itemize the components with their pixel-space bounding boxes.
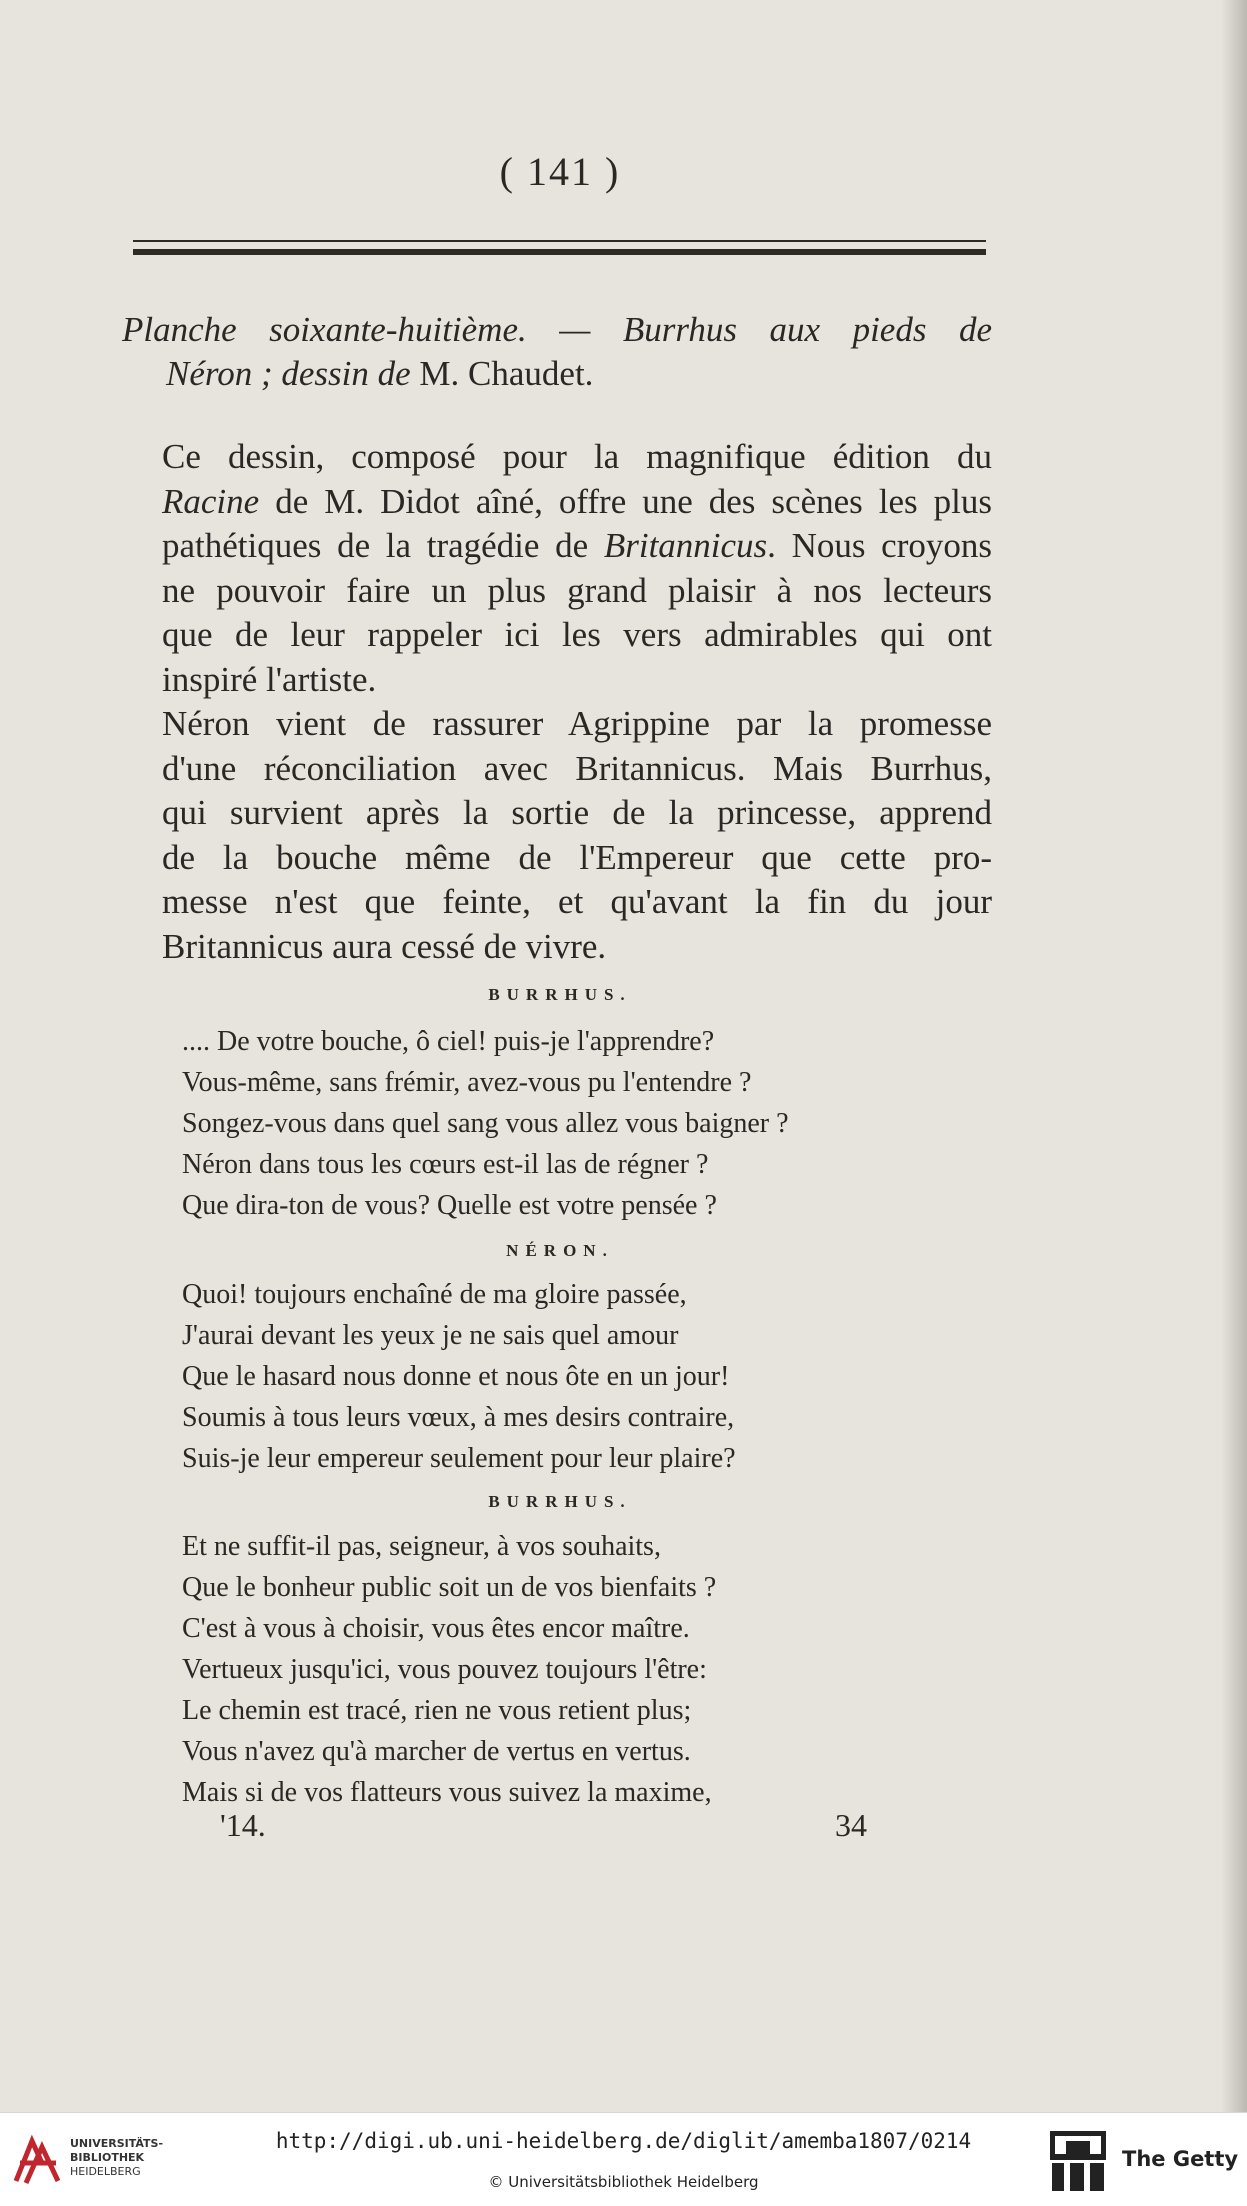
getty-name: The Getty xyxy=(1122,2147,1239,2171)
getty-logo-icon xyxy=(1050,2131,1106,2193)
paragraph-2-line: Britannicus aura cessé de vivre. xyxy=(162,926,607,966)
heading-artist: M. Chaudet. xyxy=(419,354,594,393)
library-name-line: UNIVERSITÄTS- xyxy=(70,2137,164,2150)
permalink-url[interactable]: http://digi.ub.uni-heidelberg.de/diglit/amemba1807/0214 xyxy=(275,2129,972,2153)
verse-line: J'aurai devant les yeux je ne sais quel amour xyxy=(182,1320,679,1351)
italic-britannicus: Britannicus xyxy=(603,526,768,565)
header-rule-thin xyxy=(133,240,986,242)
signature-mark: '14. xyxy=(220,1807,266,1843)
paragraph-1-line xyxy=(122,480,992,525)
verse-line: .... De votre bouche, ô ciel! puis-je l'apprendre? xyxy=(182,1026,715,1057)
copyright-notice: © Universitätsbibliothek Heidelberg xyxy=(488,2173,759,2191)
verse-line: Suis-je leur empereur seulement pour leur plaire? xyxy=(182,1443,736,1474)
paragraph-1-line: ne pouvoir faire un plus grand plaisir à nos lecteurs xyxy=(162,570,992,610)
speaker-label: BURRHUS. xyxy=(488,985,632,1004)
paragraph-2-line: messe n'est que feinte, et qu'avant la fin du jour xyxy=(162,882,992,921)
paragraph-2 xyxy=(122,702,992,969)
paragraph-1-text: pathétiques de la tragédie de xyxy=(162,526,604,565)
page-edge-shadow xyxy=(1221,0,1247,2112)
plate-heading xyxy=(122,308,992,396)
paragraph-1-text: . Nous croyons xyxy=(767,526,992,565)
verse-line: Vous-même, sans frémir, avez-vous pu l'entendre ? xyxy=(182,1067,752,1098)
paragraph-1-line xyxy=(122,524,992,569)
heading-italic-text: Planche soixante-huitième. — Burrhus aux pieds de xyxy=(122,310,992,349)
paragraph-1-line: que de leur rappeler ici les vers admirables qui ont xyxy=(162,615,992,654)
page-number: ( 141 ) xyxy=(499,149,621,194)
library-name-line: HEIDELBERG xyxy=(70,2165,141,2178)
verse-block-2 xyxy=(182,1274,902,1479)
footer-bar xyxy=(0,2112,1247,2206)
verse-block-3 xyxy=(182,1526,902,1813)
verse-line: Néron dans tous les cœurs est-il las de régner ? xyxy=(182,1149,709,1180)
speaker-label: BURRHUS. xyxy=(488,1492,632,1511)
heading-line-2 xyxy=(122,352,992,396)
paragraph-1-line: Ce dessin, composé pour la magnifique édition du xyxy=(162,437,992,476)
verse-line: Vous n'avez qu'à marcher de vertus en vertus. xyxy=(182,1736,691,1767)
verse-line: Vertueux jusqu'ici, vous pouvez toujours l'être: xyxy=(182,1654,707,1685)
paragraph-2-line: d'une réconciliation avec Britannicus. Mais Burrhus, xyxy=(162,748,992,788)
verse-line: Songez-vous dans quel sang vous allez vous baigner ? xyxy=(182,1108,789,1139)
speaker-label: NÉRON. xyxy=(506,1241,614,1260)
verse-line: Que le bonheur public soit un de vos bienfaits ? xyxy=(182,1572,717,1603)
verse-line: Que dira-ton de vous? Quelle est votre pensée ? xyxy=(182,1190,717,1221)
verse-line: Soumis à tous leurs vœux, à mes desirs contraire, xyxy=(182,1402,735,1433)
paragraph-2-line: de la bouche même de l'Empereur que cette pro- xyxy=(162,837,992,877)
verse-line: Quoi! toujours enchaîné de ma gloire passée, xyxy=(182,1279,687,1310)
verse-line: Que le hasard nous donne et nous ôte en un jour! xyxy=(182,1361,730,1392)
paragraph-1 xyxy=(122,435,992,702)
heading-line-1 xyxy=(122,308,992,352)
heading-italic-text-2: Néron ; dessin de xyxy=(166,354,411,393)
verse-line: Le chemin est tracé, rien ne vous retient plus; xyxy=(182,1695,692,1726)
verse-block-1 xyxy=(182,1021,902,1226)
verse-line: Mais si de vos flatteurs vous suivez la maxime, xyxy=(182,1777,712,1808)
italic-racine: Racine xyxy=(162,481,260,521)
sheet-number: 34 xyxy=(835,1807,867,1843)
paragraph-2-line: Néron vient de rassurer Agrippine par la promesse xyxy=(162,704,992,743)
verse-line: Et ne suffit-il pas, seigneur, à vos souhaits, xyxy=(182,1531,661,1562)
header-rule-thick xyxy=(133,249,986,255)
paragraph-1-line: inspiré l'artiste. xyxy=(162,659,377,699)
library-name-line: BIBLIOTHEK xyxy=(70,2151,145,2164)
paragraph-2-line: qui survient après la sortie de la princesse, apprend xyxy=(162,793,992,832)
verse-line: C'est à vous à choisir, vous êtes encor maître. xyxy=(182,1613,690,1644)
paragraph-1-text: de M. Didot aîné, offre une des scènes les plus xyxy=(259,481,992,521)
